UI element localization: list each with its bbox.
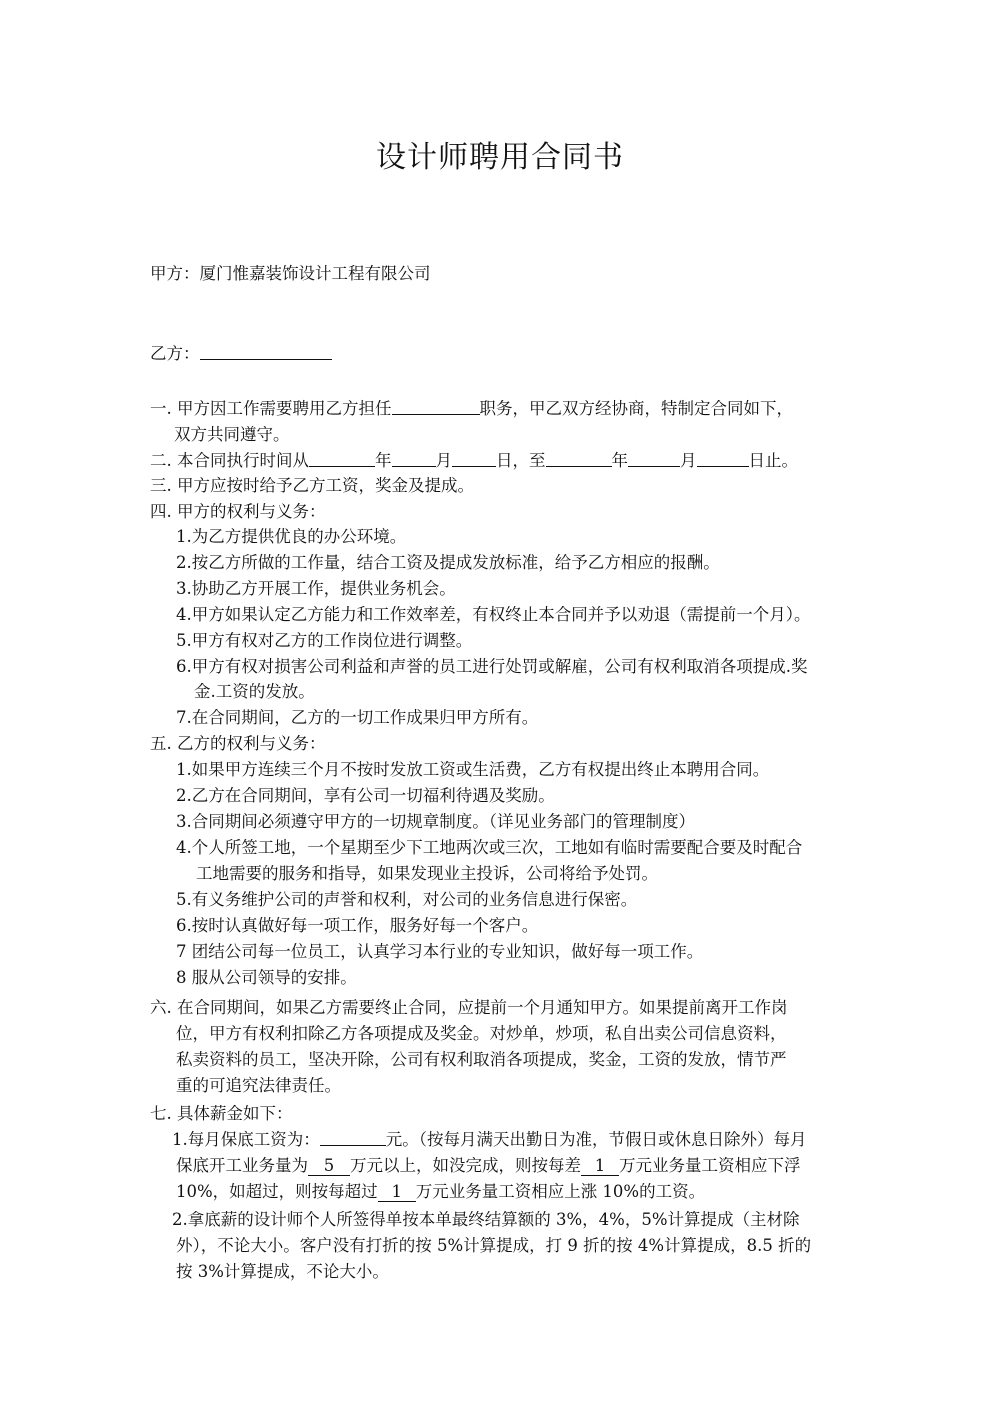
section-3-line: 三. 甲方应按时给予乙方工资，奖金及提成。 [150, 476, 474, 495]
month-label: 月 [680, 451, 697, 470]
quota-amount: 5 [308, 1157, 350, 1176]
party-a-line [150, 262, 431, 286]
excess-unit: 1 [378, 1183, 416, 1202]
section-4-item: 1.为乙方提供优良的办公环境。 [176, 527, 407, 546]
commission-line-3: 按 3%计算提成，不论大小。 [176, 1262, 389, 1281]
section-5-item: 5.有义务维护公司的声誉和权利，对公司的业务信息进行保密。 [176, 890, 638, 909]
day-to-label: 日，至 [496, 451, 546, 470]
month-label: 月 [435, 451, 452, 470]
salary-text: 元。（按每月满天出勤日为准，节假日或休息日除外）每月 [385, 1130, 807, 1149]
salary-text: 1.每月保底工资为： [172, 1130, 320, 1149]
section-1-text-b: 职务，甲乙双方经协商，特制定合同如下， [479, 399, 793, 418]
salary-text: 保底开工业务量为 [176, 1156, 308, 1175]
section-5-item: 4.个人所签工地，一个星期至少下工地两次或三次，工地如有临时需要配合要及时配合 [176, 838, 803, 857]
start-month-blank [392, 450, 436, 467]
party-a-value: 厦门惟嘉装饰设计工程有限公司 [199, 264, 431, 283]
section-5-item: 7 团结公司每一位员工，认真学习本行业的专业知识，做好每一项工作。 [176, 942, 704, 961]
section-4-heading: 四. 甲方的权利与义务： [150, 502, 326, 521]
section-5-item: 3.合同期间必须遵守甲方的一切规章制度。（详见业务部门的管理制度） [176, 812, 695, 831]
section-4-item: 6.甲方有权对损害公司利益和声誉的员工进行处罚或解雇，公司有权利取消各项提成.奖 [176, 657, 808, 676]
section-1-line-2: 双方共同遵守。 [174, 425, 290, 444]
section-5-item: 2.乙方在合同期间，享有公司一切福利待遇及奖励。 [176, 786, 555, 805]
section-2-line [150, 449, 798, 473]
salary-line-1 [172, 1128, 807, 1152]
year-label: 年 [375, 451, 392, 470]
salary-text: 万元以上，如没完成，则按每差 [350, 1156, 581, 1175]
section-6-line: 位，甲方有权利扣除乙方各项提成及奖金。对炒单，炒项，私自出卖公司信息资料， [176, 1024, 787, 1043]
salary-text: 万元业务量工资相应上涨 10%的工资。 [415, 1182, 706, 1201]
section-7-heading: 七. 具体薪金如下： [150, 1104, 293, 1123]
section-1-line-1 [150, 397, 793, 421]
section-6-line: 私卖资料的员工，坚决开除，公司有权利取消各项提成，奖金，工资的发放，情节严 [176, 1050, 787, 1069]
salary-text: 10%，如超过，则按每超过 [176, 1182, 378, 1201]
end-month-blank [628, 450, 680, 467]
section-5-item-cont: 工地需要的服务和指导，如果发现业主投诉，公司将给予处罚。 [196, 864, 658, 883]
section-5-heading: 五. 乙方的权利与义务： [150, 734, 326, 753]
page-title: 设计师聘用合同书 [376, 140, 624, 175]
start-year-blank [309, 450, 375, 467]
salary-line-3 [176, 1180, 705, 1204]
section-4-item: 7.在合同期间，乙方的一切工作成果归甲方所有。 [176, 708, 539, 727]
party-b-blank [200, 343, 332, 360]
party-a-label: 甲方： [150, 264, 200, 283]
commission-line-2: 外），不论大小。客户没有打折的按 5%计算提成，打 9 折的按 4%计算提成，8.5 折的 [176, 1236, 812, 1255]
section-5-item: 6.按时认真做好每一项工作，服务好每一个客户。 [176, 916, 539, 935]
commission-line-1: 2.拿底薪的设计师个人所签得单按本单最终结算额的 3%，4%，5%计算提成（主材除 [172, 1210, 800, 1229]
salary-text: 万元业务量工资相应下浮 [619, 1156, 801, 1175]
base-salary-blank [320, 1129, 386, 1146]
section-4-item-cont: 金.工资的发放。 [194, 682, 315, 701]
year-label: 年 [611, 451, 628, 470]
end-year-blank [546, 450, 612, 467]
section-5-item: 8 服从公司领导的安排。 [176, 968, 357, 987]
section-4-item: 4.甲方如果认定乙方能力和工作效率差，有权终止本合同并予以劝退（需提前一个月）。 [176, 605, 811, 624]
shortfall-unit: 1 [581, 1157, 619, 1176]
section-2-text: 二. 本合同执行时间从 [150, 451, 309, 470]
end-label: 日止。 [748, 451, 798, 470]
party-b-line [150, 342, 332, 366]
section-4-item: 2.按乙方所做的工作量，结合工资及提成发放标准，给予乙方相应的报酬。 [176, 553, 720, 572]
section-5-item: 1.如果甲方连续三个月不按时发放工资或生活费，乙方有权提出终止本聘用合同。 [176, 760, 770, 779]
salary-line-2 [176, 1154, 801, 1178]
section-4-item: 5.甲方有权对乙方的工作岗位进行调整。 [176, 631, 473, 650]
end-day-blank [697, 450, 749, 467]
section-4-item: 3.协助乙方开展工作，提供业务机会。 [176, 579, 456, 598]
section-6-line: 重的可追究法律责任。 [176, 1076, 341, 1095]
position-blank [392, 398, 480, 415]
section-1-text-a: 一. 甲方因工作需要聘用乙方担任 [150, 399, 392, 418]
party-b-label: 乙方： [150, 344, 200, 363]
start-day-blank [452, 450, 496, 467]
section-6-line: 六. 在合同期间，如果乙方需要终止合同，应提前一个月通知甲方。如果提前离开工作岗 [150, 998, 788, 1017]
